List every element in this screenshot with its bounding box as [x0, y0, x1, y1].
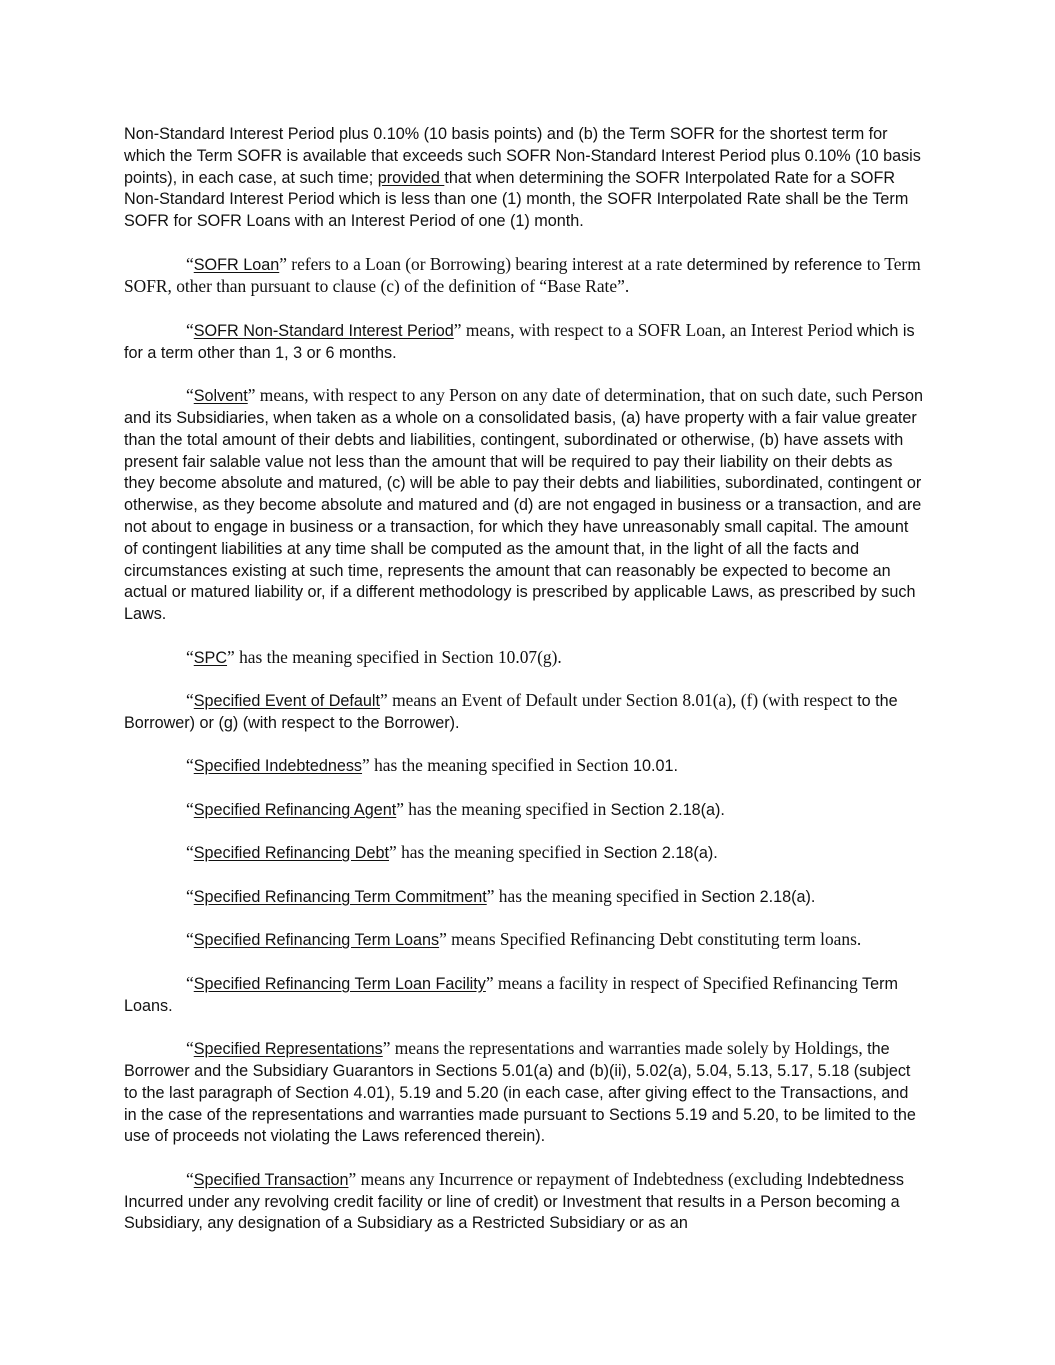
paragraph-text: Section 2.18(a). [610, 800, 725, 819]
paragraph-text: ” has the meaning specified in [396, 798, 611, 819]
paragraph-text: “ [186, 885, 194, 906]
paragraph-text: “ [186, 755, 194, 776]
paragraph-text: “ [186, 1168, 194, 1189]
paragraph-text: that when determining the SOFR Interpolated Rate for a SOFR Non-Standard Interest Period which is less than one (1) month, the SOFR Interpolated Rate shall be the Term SOFR for SOFR Loans with an Interest Period of one (1) month. [124, 168, 909, 231]
paragraph-text: ” means an Event of Default under Section 8.01(a), (f) (with respect [380, 690, 858, 711]
paragraph-text: Section 2.18(a). [603, 844, 718, 863]
paragraph-text: ” has the meaning specified in [389, 842, 604, 863]
paragraph-text: ” means, with respect to any Person on any date of determination, that on such date, such [247, 385, 872, 406]
paragraph-text: the Borrower and the Subsidiary Guarantors in Sections 5.01(a) and (b)(ii), 5.02(a), 5.04, 5.13, 5.17, 5.18 (subject to the last paragraph of Section 4.01), 5.19 and 5.20 (in each case, after giving effect to the Transactions, and in the case of the representations and warranties made pursuant to Sections 5.19 and 5.20, to be limited to the use of proceeds not violating the Laws referenced therein). [124, 1040, 916, 1146]
paragraph-text: “ [186, 929, 194, 950]
defined-term: Specified Refinancing Debt [193, 844, 390, 863]
paragraph-text: “ [186, 972, 194, 993]
definition-paragraph [124, 1038, 924, 1148]
defined-term: SOFR Loan [193, 255, 280, 274]
defined-term: Solvent [193, 387, 248, 406]
document-body [124, 124, 924, 1256]
defined-term: SPC [193, 648, 228, 667]
paragraph-text: ” refers to a Loan (or Borrowing) bearing interest at a rate [279, 253, 687, 274]
definition-paragraph [124, 320, 924, 365]
definition-paragraph [124, 799, 924, 822]
definition-paragraph [124, 1169, 924, 1235]
paragraph-text: ” has the meaning specified in Section 10.07(g). [227, 646, 562, 667]
definition-paragraph [124, 929, 924, 952]
paragraph-text: “ [186, 319, 194, 340]
defined-term: Specified Event of Default [193, 692, 381, 711]
defined-term: Specified Representations [193, 1040, 383, 1059]
paragraph-text: to the Borrower) or (g) (with respect to the Borrower). [124, 692, 898, 732]
definition-paragraph [124, 886, 924, 909]
defined-term: Specified Refinancing Term Commitment [193, 887, 487, 906]
definition-paragraph [124, 690, 924, 735]
defined-term: Specified Transaction [193, 1170, 349, 1189]
paragraph-text: ” has the meaning specified in Section [362, 755, 633, 776]
paragraph-text: to Term SOFR, other than pursuant to clause (c) of the definition of “Base Rate”. [124, 253, 921, 297]
paragraph-text: ” means the representations and warranties made solely by Holdings, [382, 1038, 868, 1059]
paragraph-text: “ [186, 842, 194, 863]
definition-paragraph [124, 755, 924, 778]
defined-term: SOFR Non-Standard Interest Period [193, 321, 454, 340]
definition-paragraph [124, 842, 924, 865]
definition-paragraph [124, 385, 924, 626]
definition-paragraph [124, 973, 924, 1018]
defined-term: Specified Indebtedness [193, 757, 363, 776]
definition-paragraph [124, 647, 924, 670]
continuation-paragraph [124, 124, 924, 233]
paragraph-text: ” means a facility in respect of Specified Refinancing [485, 972, 863, 993]
paragraph-text: “ [186, 253, 194, 274]
paragraph-text: Indebtedness Incurred under any revolving credit facility or line of credit) or Investment that results in a Person becoming a Subsidiary, any designation of a Subsidiary as a Restricted Subsidiary or as an [124, 1170, 904, 1233]
paragraph-text: ” means Specified Refinancing Debt constituting term loans. [439, 929, 862, 950]
paragraph-text: “ [186, 690, 194, 711]
paragraph-text: Section 2.18(a). [701, 887, 816, 906]
paragraph-text: 10.01. [632, 757, 678, 776]
defined-term: provided [377, 168, 445, 187]
definition-paragraph [124, 254, 924, 300]
paragraph-text: ” means, with respect to a SOFR Loan, an Interest Period [453, 319, 858, 340]
paragraph-text: Non-Standard Interest Period plus 0.10% (10 basis points) and (b) the Term SOFR for the shortest term for which the Term SOFR is available that exceeds such SOFR Non-Standard Interest Period plus 0.10% (10 basis points), in each case, at such time; [124, 125, 921, 187]
paragraph-text: determined by reference [686, 255, 867, 274]
paragraph-text: which is for a term other than 1, 3 or 6 months. [124, 321, 915, 362]
paragraph-text: “ [186, 646, 194, 667]
defined-term: Specified Refinancing Term Loans [193, 931, 440, 950]
paragraph-text: Person and its Subsidiaries, when taken as a whole on a consolidated basis, (a) have property with a fair value greater than the total amount of their debts and liabilities, contingent, subordinated or otherwise, (b) have assets with present fair salable value not less than the amount that will be required to pay their liability on their debts as they become absolute and matured, (c) will be able to pay their debts and liabilities, subordinated, contingent or otherwise, as they become absolute and matured and (d) are not engaged in business or a transaction, and are not about to engage in business or a transaction, for which they have unreasonably small capital. The amount of contingent liabilities at any time shall be computed as the amount that, in the light of all the facts and circumstances existing at such time, represents the amount that can reasonably be expected to become an actual or matured liability or, if a different methodology is prescribed by applicable Laws, as prescribed by such Laws. [124, 387, 923, 624]
paragraph-text: “ [186, 1038, 194, 1059]
paragraph-text: ” has the meaning specified in [486, 885, 702, 906]
defined-term: Specified Refinancing Agent [193, 800, 397, 819]
paragraph-text: “ [186, 798, 194, 819]
defined-term: Specified Refinancing Term Loan Facility [193, 974, 486, 993]
paragraph-text: ” means any Incurrence or repayment of Indebtedness (excluding [348, 1168, 807, 1189]
paragraph-text: “ [186, 385, 194, 406]
paragraph-text: Term Loans. [124, 974, 899, 1015]
